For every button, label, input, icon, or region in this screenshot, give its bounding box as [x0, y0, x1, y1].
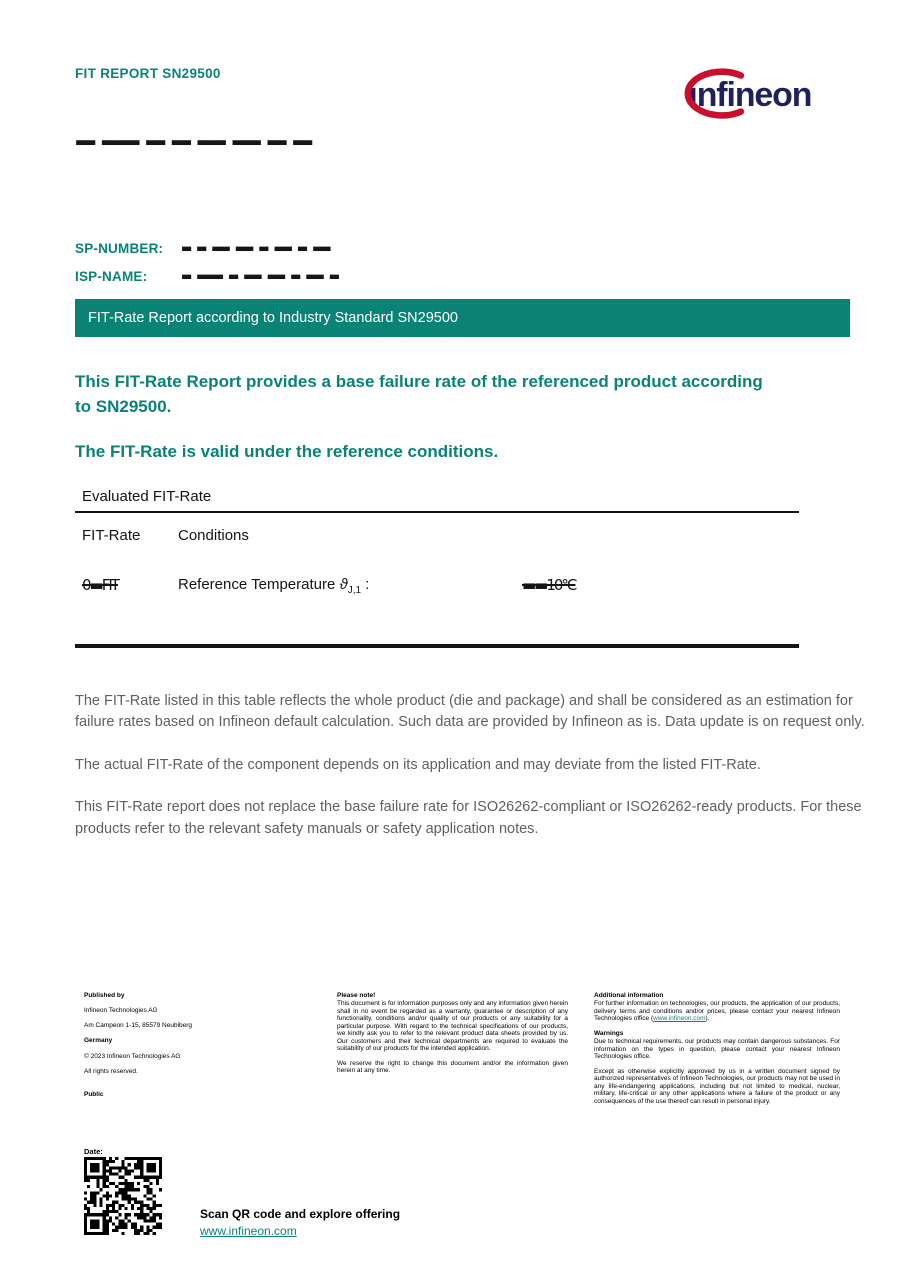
- body-text: [75, 691, 865, 861]
- qr-code: [84, 1157, 162, 1235]
- table-top-rule: [75, 511, 799, 513]
- additional-info-text: [594, 1000, 840, 1022]
- table-header-row: [82, 527, 249, 544]
- condition-text: [178, 576, 369, 596]
- qr-code-graphic: [84, 1157, 162, 1235]
- change-rights-text: We reserve the right to change this document and/or the information given herein at any time.: [337, 1059, 568, 1075]
- sp-number-row: [75, 240, 329, 256]
- additional-info-post: ).: [705, 1015, 710, 1023]
- column-header-fit-rate: FIT-Rate: [82, 527, 141, 544]
- warnings-text-1: Due to technical requirements, our products may contain dangerous substances. For information on the types in question, please contact your nearest Infineon Technologies office.: [594, 1038, 840, 1061]
- please-note-title: Please note!: [337, 992, 376, 999]
- infineon-logo-graphic: [672, 56, 836, 130]
- additional-info-pre: For further information on technologies, our products, the application of our products, delivery terms and conditions and/or prices, please contact your nearest Infineon Technologies office (: [594, 1000, 840, 1023]
- disclaimer-text: This document is for information purposes only and any information given herein shall in no event be regarded as a warranty, guarantee or description of any functionality, conditions and/or quality of our products or any suitability for a particular purpose. With regard to the technical specifications of our products, we kindly ask you to refer to the relevant product data sheets provided by us. Our customers and their technical departments are required to evaluate the suitability of our products for the intended application.: [337, 1000, 568, 1053]
- footer-disclaimer-column: [337, 992, 568, 1112]
- report-banner: FIT-Rate Report according to Industry Standard SN29500: [75, 299, 850, 337]
- infineon-wordmark: infineon: [688, 76, 812, 115]
- publisher-country: Germany: [84, 1037, 113, 1045]
- warnings-text-2: Except as otherwise explicitly approved by us in a written document signed by authorized representatives of Infineon Technologies, our products may not be used in any life-endangering applications, including but not limited to medical, nuclear, military, life-critical or any other applications where a failure of the product or any consequences of the use thereof can result in personal injury.: [594, 1067, 840, 1105]
- infineon-link[interactable]: www.infineon.com: [200, 1224, 297, 1238]
- intro-heading-1: This FIT-Rate Report provides a base failure rate of the referenced product according to SN29500.: [75, 372, 763, 416]
- footer-additional-info-column: [594, 992, 840, 1112]
- classification-label: Public: [84, 1090, 104, 1098]
- isp-name-label: ISP-NAME:: [75, 268, 148, 284]
- report-title: FIT REPORT SN29500: [75, 66, 221, 81]
- paragraph-actual-fit-rate: The actual FIT-Rate of the component depends on its application and may deviate from the listed FIT-Rate.: [75, 756, 761, 773]
- theta-symbol: ϑ: [339, 576, 348, 593]
- condition-value: ▬▬10°C: [522, 576, 576, 594]
- redacted-sp-number-value: ▬ ▬ ▬▬ ▬▬ ▬ ▬▬ ▬ ▬▬: [181, 241, 329, 255]
- redacted-product-name: ▬▬ ▬▬▬▬ ▬▬ ▬▬ ▬▬▬ ▬▬▬ ▬▬ ▬▬: [75, 135, 311, 150]
- isp-name-row: [75, 268, 337, 284]
- fit-rate-value: 0▬FIT: [82, 576, 118, 594]
- publisher-address: Am Campeon 1-15, 85579 Neubiberg: [84, 1022, 193, 1030]
- publisher-company: Infineon Technologies AG: [84, 1007, 158, 1015]
- paragraph-iso26262: This FIT-Rate report does not replace the base failure rate for ISO26262-compliant or ISO26262-ready products. For these products refer to the relevant safety manuals or safety application notes.: [75, 799, 862, 837]
- condition-label: Reference Temperature: [178, 576, 340, 593]
- published-by-label: Published by: [84, 992, 125, 999]
- footer: [84, 992, 840, 1112]
- footer-publisher-column: [84, 992, 317, 1112]
- date-label: Date:: [84, 1147, 103, 1156]
- column-header-conditions: Conditions: [178, 527, 249, 544]
- warnings-title: Warnings: [594, 1029, 624, 1037]
- additional-info-title: Additional information: [594, 992, 664, 999]
- intro-heading-2: The FIT-Rate is valid under the reference conditions.: [75, 442, 499, 461]
- sp-number-label: SP-NUMBER:: [75, 240, 164, 256]
- table-row: [82, 576, 800, 600]
- condition-subscript: J,1: [347, 585, 362, 596]
- infineon-logo: [672, 56, 836, 130]
- condition-colon: :: [361, 576, 370, 593]
- table-bottom-rule: [75, 644, 799, 648]
- scan-qr-text: Scan QR code and explore offering: [200, 1207, 401, 1221]
- table-title: Evaluated FIT-Rate: [82, 488, 212, 505]
- copyright-line: © 2023 Infineon Technologies AG: [84, 1052, 181, 1060]
- paragraph-fit-rate-estimation: The FIT-Rate listed in this table reflects the whole product (die and package) and shall be considered as an estimation for failure rates based on Infineon default calculation. Such data are provided by Infineon as is. Data update is on request only.: [75, 693, 865, 731]
- rights-line: All rights reserved.: [84, 1067, 138, 1075]
- infineon-link-inline[interactable]: www.infineon.com: [653, 1015, 706, 1023]
- redacted-isp-name-value: ▬ ▬▬▬ ▬ ▬▬ ▬▬ ▬ ▬▬ ▬: [181, 269, 338, 283]
